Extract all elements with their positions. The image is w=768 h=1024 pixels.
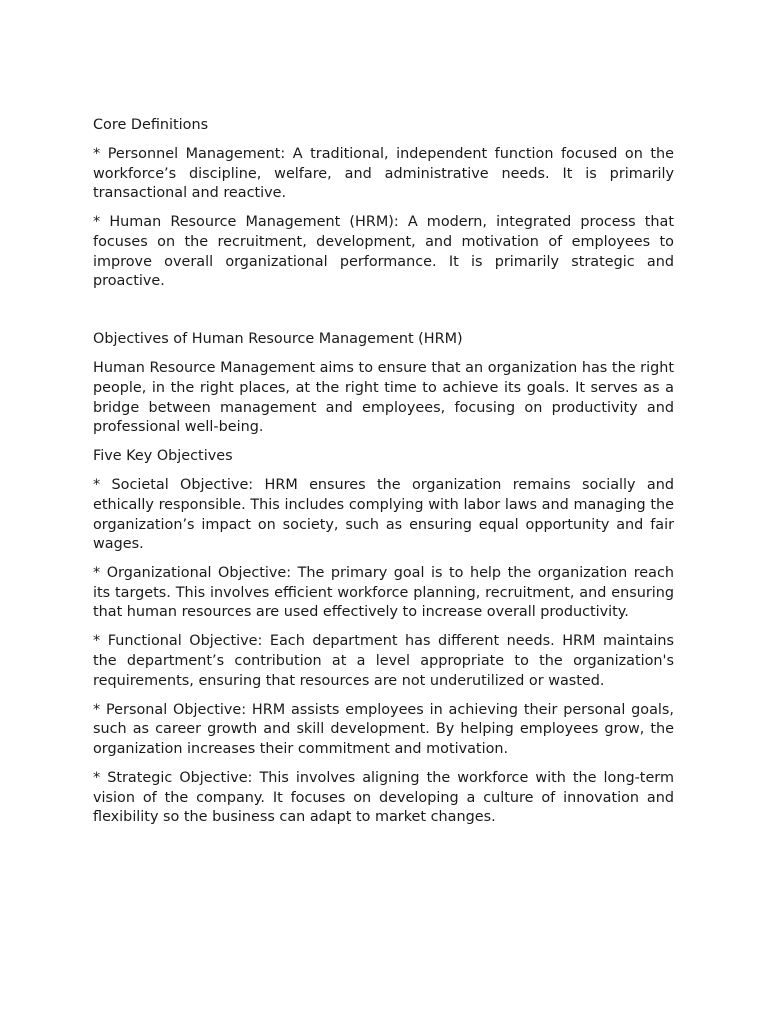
definition-personnel-management: * Personnel Management: A traditional, independent function focused on the workforce’s discipline, welfare, and administrative needs. It is primarily transactional and reactive. (93, 146, 674, 202)
objectives-intro-paragraph: Human Resource Management aims to ensure that an organization has the right people, in the right places, at the right time to achieve its goals. It serves as a bridge between management and employees, focusing on productivity and professional well-being. (93, 360, 674, 436)
strategic-objective-item: * Strategic Objective: This involves aligning the workforce with the long-term vision of the company. It focuses on developing a culture of innovation and flexibility so the business can adapt to market changes. (93, 770, 674, 826)
societal-objective-item: * Societal Objective: HRM ensures the organization remains socially and ethically responsible. This includes complying with labor laws and managing the organization’s impact on society, such as ensuring equal opportunity and fair wages. (93, 477, 674, 553)
objectives-heading: Objectives of Human Resource Management (HRM) (93, 331, 463, 348)
organizational-objective-item: * Organizational Objective: The primary goal is to help the organization reach its targets. This involves efficient workforce planning, recruitment, and ensuring that human resources are used effectively to increase overall productivity. (93, 565, 674, 621)
document-page (93, 116, 674, 837)
personal-objective-item: * Personal Objective: HRM assists employees in achieving their personal goals, such as career growth and skill development. By helping employees grow, the organization increases their commitment and motivation. (93, 701, 674, 757)
functional-objective-item: * Functional Objective: Each department has different needs. HRM maintains the department’s contribution at a level appropriate to the organization's requirements, ensuring that resources are not underutilized or wasted. (93, 633, 674, 689)
definition-hrm: * Human Resource Management (HRM): A modern, integrated process that focuses on the recruitment, development, and motivation of employees to improve overall organizational performance. It is primarily strategic and proactive. (93, 214, 674, 290)
section-spacer (93, 301, 674, 330)
five-key-objectives-heading: Five Key Objectives (93, 448, 233, 465)
core-definitions-heading: Core Definitions (93, 117, 209, 133)
